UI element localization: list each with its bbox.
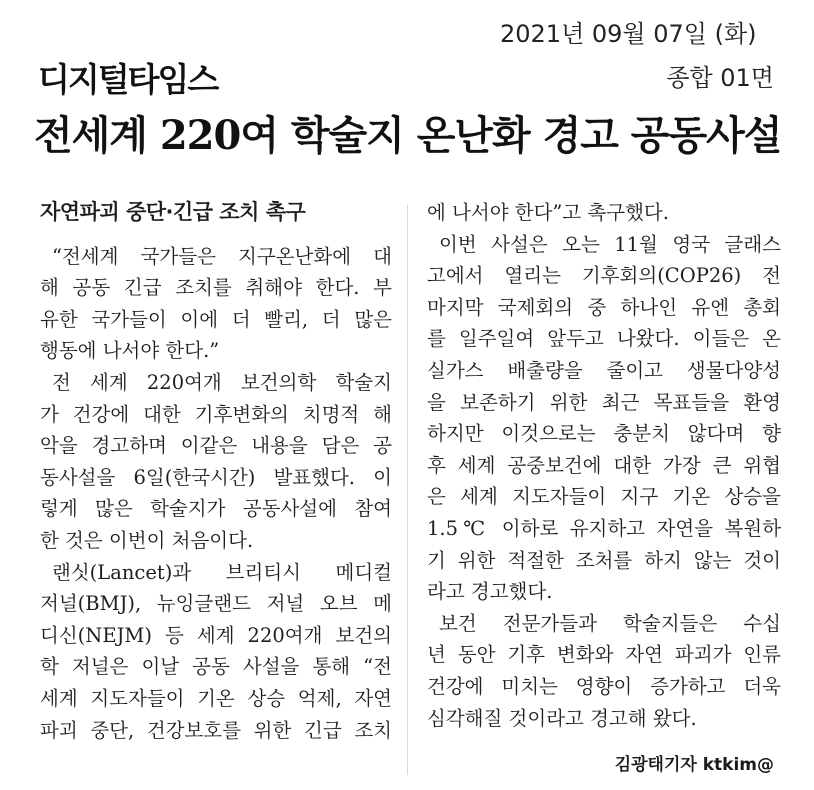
- body-line: 보건 전문가들과 학술지들은 수십: [439, 611, 781, 635]
- page-label: 종합 01면: [666, 64, 774, 92]
- body-line: 년 동안 기후 변화와 자연 파괴가 인류: [427, 643, 781, 667]
- body-line: 저널(BMJ), 뉴잉글랜드 저널 오브 메: [40, 592, 392, 616]
- body-line: 한 것은 이번이 처음이다.: [40, 528, 254, 552]
- body-line: 을 보존하기 위한 최근 목표들을 환영: [427, 390, 781, 414]
- subhead: 자연파괴 중단·긴급 조치 촉구: [40, 200, 306, 224]
- body-line: 악을 경고하며 이같은 내용을 담은 공: [40, 434, 392, 458]
- byline: 김광태기자 ktkim@: [614, 755, 774, 775]
- body-line: “전세계 국가들은 지구온난화에 대: [52, 244, 392, 268]
- body-line: 고에서 열리는 기후회의(COP26) 전: [427, 264, 781, 288]
- body-line: 은 세계 지도자들이 지구 기온 상승을: [427, 485, 781, 509]
- article-column-right: [427, 197, 781, 734]
- body-line: 마지막 국제회의 중 하나인 유엔 총회: [427, 295, 781, 319]
- body-line: 동사설을 6일(한국시간) 발표했다. 이: [40, 465, 392, 489]
- column-divider: [407, 205, 408, 775]
- body-line: 를 일주일여 앞두고 나왔다. 이들은 온: [427, 327, 781, 351]
- body-line: 랜싯(Lancet)과 브리티시 메디컬: [52, 560, 392, 584]
- body-line: 라고 경고했다.: [427, 580, 553, 604]
- body-line: 후 세계 공중보건에 대한 가장 큰 위협: [427, 453, 781, 477]
- body-line: 렇게 많은 학술지가 공동사설에 참여: [40, 497, 392, 521]
- body-line: 이번 사설은 오는 11월 영국 글래스: [439, 232, 781, 256]
- body-line: 건강에 미치는 영향이 증가하고 더욱: [427, 674, 781, 698]
- body-line: 디신(NEJM) 등 세계 220여개 보건의: [40, 623, 392, 647]
- newspaper-logo: 디지털타임스: [38, 60, 218, 99]
- headline: 전세계 220여 학술지 온난화 경고 공동사설: [34, 112, 782, 159]
- body-line: 전 세계 220여개 보건의학 학술지: [52, 370, 392, 394]
- body-line: 행동에 나서야 한다.”: [40, 339, 220, 363]
- body-line: 실가스 배출량을 줄이고 생물다양성: [427, 358, 781, 382]
- body-line: 가 건강에 대한 기후변화의 치명적 해: [40, 402, 392, 426]
- body-line: 기 위한 적절한 조처를 하지 않는 것이: [427, 548, 781, 572]
- date-line: 2021년 09월 07일 (화): [500, 20, 757, 48]
- body-line: 1.5℃ 이하로 유지하고 자연을 복원하: [427, 516, 781, 540]
- body-line: 세계 지도자들이 기온 상승 억제, 자연: [40, 686, 392, 710]
- body-line: 에 나서야 한다”고 촉구했다.: [427, 201, 669, 224]
- body-line: 해 공동 긴급 조치를 취해야 한다. 부: [40, 276, 392, 300]
- body-line: 파괴 중단, 건강보호를 위한 긴급 조치: [40, 718, 392, 742]
- body-line: 하지만 이것으로는 충분치 않다며 향: [427, 422, 781, 446]
- article-column-left: [40, 197, 392, 746]
- body-line: 심각해질 것이라고 경고해 왔다.: [427, 706, 697, 730]
- body-line: 학 저널은 이날 공동 사설을 통해 “전: [40, 655, 392, 679]
- body-line: 유한 국가들이 이에 더 빨리, 더 많은: [40, 307, 392, 331]
